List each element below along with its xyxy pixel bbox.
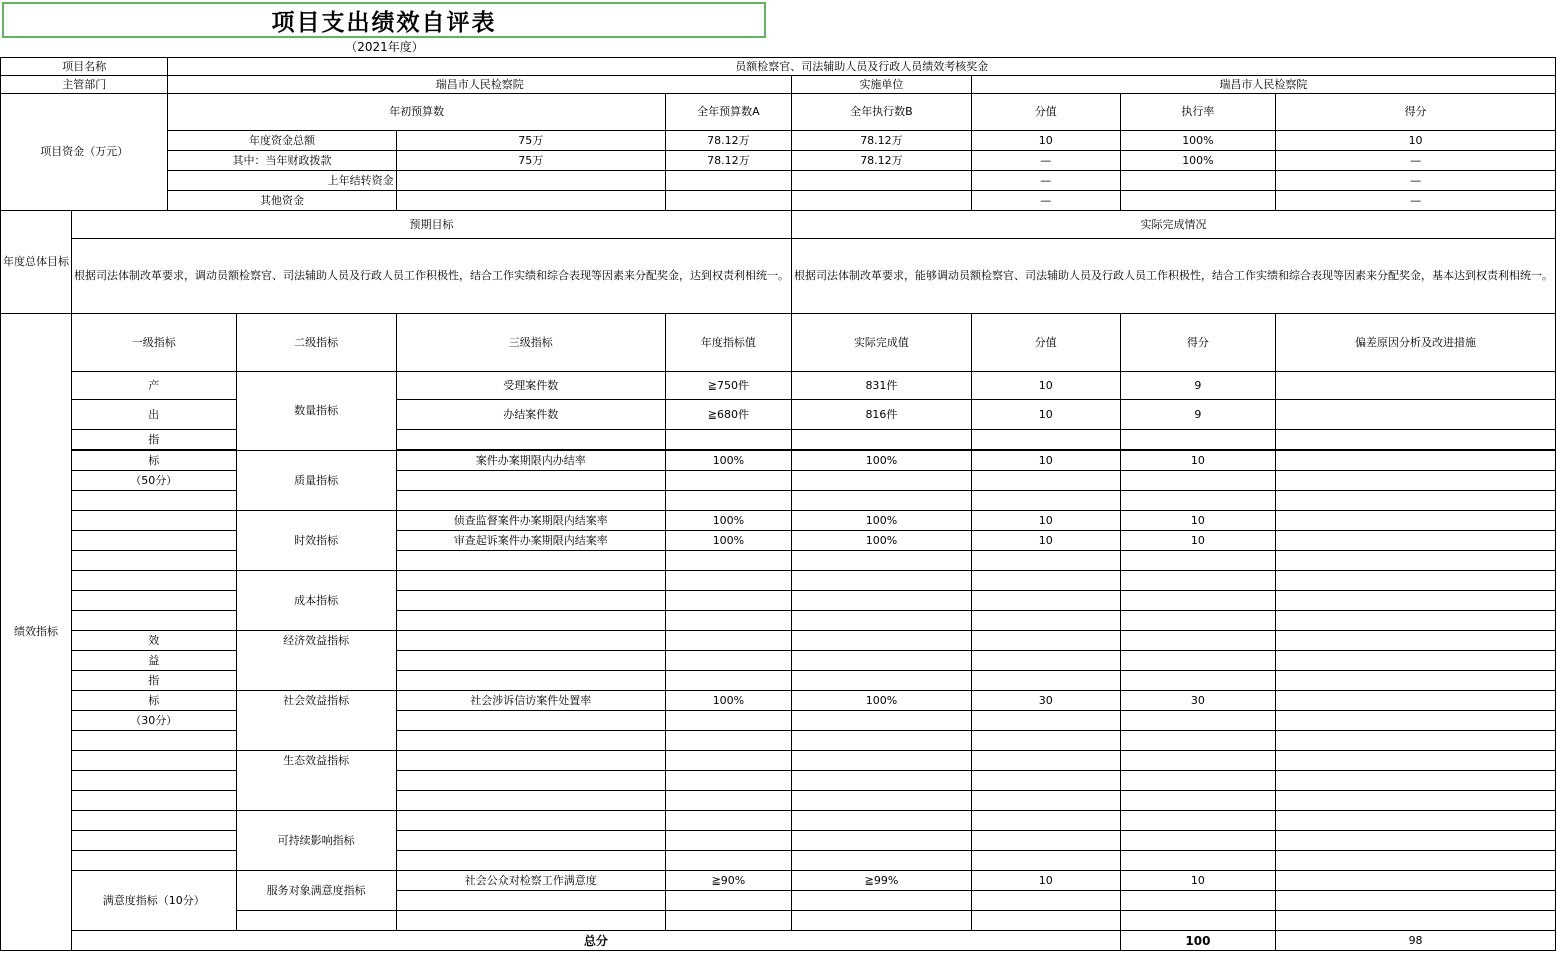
service-indicator: 服务对象满意度指标 (236, 871, 396, 911)
empty-cell (1276, 571, 1556, 591)
perf-header-level3: 三级指标 (396, 314, 665, 372)
ecological-indicator: 生态效益指标 (236, 751, 396, 811)
empty-cell (1276, 611, 1556, 631)
fund-row-name: 其中：当年财政拨款 (168, 151, 396, 171)
empty-cell (396, 471, 665, 491)
total-label: 总分 (72, 931, 1121, 951)
empty-cell (665, 651, 791, 671)
output-char: 出 (72, 400, 237, 430)
fund-row-name: 年度资金总额 (168, 131, 396, 151)
empty-cell (792, 471, 972, 491)
empty-cell (1120, 551, 1275, 571)
fund-row-rate: 100% (1120, 151, 1275, 171)
empty-cell (72, 511, 237, 531)
indicator-score: 9 (1120, 400, 1275, 430)
project-name-label: 项目名称 (1, 58, 168, 76)
empty-cell (665, 471, 791, 491)
fund-row-exec (792, 191, 972, 211)
fund-row-annual (665, 171, 791, 191)
page-title: 项目支出绩效自评表 (2, 2, 766, 38)
empty-cell (665, 751, 791, 771)
empty-cell (1276, 771, 1556, 791)
quantity-indicator: 数量指标 (236, 372, 396, 451)
empty-cell (792, 731, 972, 751)
benefit-char: 效 (72, 631, 237, 651)
empty-cell (1276, 711, 1556, 731)
empty-cell (971, 430, 1120, 450)
empty-cell (72, 751, 237, 771)
empty-cell (72, 771, 237, 791)
empty-cell (1120, 651, 1275, 671)
empty-cell (971, 591, 1120, 611)
empty-cell (1120, 831, 1275, 851)
empty-cell (971, 731, 1120, 751)
indicator-target: ≧750件 (665, 372, 791, 400)
empty-cell (971, 851, 1120, 871)
empty-cell (1276, 651, 1556, 671)
empty-cell (665, 591, 791, 611)
empty-cell (396, 811, 665, 831)
benefit-char: 指 (72, 671, 237, 691)
fund-row-annual: 78.12万 (665, 151, 791, 171)
indicator-target: ≧90% (665, 871, 791, 891)
empty-cell (396, 851, 665, 871)
empty-cell (1276, 631, 1556, 651)
expected-goal-text: 根据司法体制改革要求，调动员额检察官、司法辅助人员及行政人员工作积极性，结合工作实绩和综合表现等因素来分配奖金，达到权责利相统一。 (72, 239, 792, 314)
total-score: 98 (1276, 931, 1556, 951)
impl-label: 实施单位 (792, 76, 972, 94)
perf-header-deviation: 偏差原因分析及改进措施 (1276, 314, 1556, 372)
empty-cell (665, 731, 791, 751)
empty-cell (396, 491, 665, 511)
indicator-value: 10 (971, 871, 1120, 891)
empty-cell (1120, 611, 1275, 631)
indicator-actual: ≧99% (792, 871, 972, 891)
indicator-value: 30 (971, 691, 1120, 711)
indicator-deviation (1276, 691, 1556, 711)
dept-label: 主管部门 (1, 76, 168, 94)
empty-cell (1120, 891, 1275, 911)
perf-header-target: 年度指标值 (665, 314, 791, 372)
empty-cell (792, 571, 972, 591)
fund-row-budget: 75万 (396, 151, 665, 171)
indicator-deviation (1276, 871, 1556, 891)
empty-cell (1276, 831, 1556, 851)
empty-cell (792, 791, 972, 811)
indicator-name: 案件办案期限内办结率 (396, 451, 665, 471)
empty-cell (396, 771, 665, 791)
empty-cell (72, 831, 237, 851)
empty-cell (792, 771, 972, 791)
indicator-value: 10 (971, 531, 1120, 551)
empty-cell (971, 891, 1120, 911)
empty-cell (792, 671, 972, 691)
fund-row-value: — (971, 151, 1120, 171)
empty-cell (1120, 631, 1275, 651)
fund-row-budget: 75万 (396, 131, 665, 151)
actual-goal-text: 根据司法体制改革要求，能够调动员额检察官、司法辅助人员及行政人员工作积极性，结合工作实绩和综合表现等因素来分配奖金，基本达到权责利相统一。 (792, 239, 1556, 314)
empty-cell (72, 791, 237, 811)
actual-goal-label: 实际完成情况 (792, 211, 1556, 239)
indicator-deviation (1276, 531, 1556, 551)
empty-cell (1120, 851, 1275, 871)
fund-row-value: — (971, 191, 1120, 211)
cost-indicator: 成本指标 (236, 571, 396, 631)
indicator-target: 100% (665, 451, 791, 471)
indicator-score: 10 (1120, 451, 1275, 471)
empty-cell (396, 430, 665, 450)
empty-cell (396, 591, 665, 611)
indicator-name: 审查起诉案件办案期限内结案率 (396, 531, 665, 551)
empty-cell (72, 491, 237, 511)
empty-cell (396, 651, 665, 671)
indicator-value: 10 (971, 451, 1120, 471)
empty-cell (1276, 591, 1556, 611)
sustainability-indicator: 可持续影响指标 (236, 811, 396, 871)
empty-cell (665, 831, 791, 851)
quality-indicator: 质量指标 (236, 451, 396, 511)
empty-cell (396, 631, 665, 651)
expected-goal-label: 预期目标 (72, 211, 792, 239)
empty-cell (792, 591, 972, 611)
empty-cell (971, 771, 1120, 791)
empty-cell (72, 611, 237, 631)
empty-cell (971, 751, 1120, 771)
perf-header-level2: 二级指标 (236, 314, 396, 372)
empty-cell (665, 611, 791, 631)
fund-row-value: — (971, 171, 1120, 191)
empty-cell (396, 571, 665, 591)
empty-cell (396, 731, 665, 751)
empty-cell (1276, 811, 1556, 831)
fund-row-rate: 100% (1120, 131, 1275, 151)
indicator-name: 侦查监督案件办案期限内结案率 (396, 511, 665, 531)
empty-cell (1276, 911, 1556, 931)
output-char: 产 (72, 372, 237, 400)
empty-cell (1120, 911, 1275, 931)
benefit-char: （30分） (72, 711, 237, 731)
empty-cell (792, 711, 972, 731)
impl-value: 瑞昌市人民检察院 (971, 76, 1555, 94)
indicator-deviation (1276, 372, 1556, 400)
empty-cell (396, 791, 665, 811)
perf-header-value: 分值 (971, 314, 1120, 372)
economic-indicator: 经济效益指标 (236, 631, 396, 691)
empty-cell (1276, 791, 1556, 811)
empty-cell (396, 891, 665, 911)
empty-cell (236, 911, 396, 931)
empty-cell (792, 751, 972, 771)
fund-row-exec: 78.12万 (792, 131, 972, 151)
empty-cell (1120, 751, 1275, 771)
perf-header-score: 得分 (1120, 314, 1275, 372)
benefit-char: 标 (72, 691, 237, 711)
empty-cell (72, 851, 237, 871)
dept-value: 瑞昌市人民检察院 (168, 76, 792, 94)
fund-row-budget (396, 191, 665, 211)
fund-row-score: 10 (1276, 131, 1556, 151)
empty-cell (665, 671, 791, 691)
fund-row-name: 上年结转资金 (168, 171, 396, 191)
empty-cell (665, 851, 791, 871)
empty-cell (1120, 491, 1275, 511)
empty-cell (971, 911, 1120, 931)
empty-cell (396, 831, 665, 851)
empty-cell (792, 430, 972, 450)
empty-cell (971, 611, 1120, 631)
empty-cell (72, 811, 237, 831)
empty-cell (971, 811, 1120, 831)
total-value: 100 (1120, 931, 1275, 951)
indicator-value: 10 (971, 511, 1120, 531)
empty-cell (1276, 430, 1556, 450)
indicator-actual: 100% (792, 511, 972, 531)
indicator-score: 10 (1120, 871, 1275, 891)
benefit-char: 益 (72, 651, 237, 671)
empty-cell (665, 911, 791, 931)
fund-row-rate (1120, 171, 1275, 191)
empty-cell (792, 651, 972, 671)
fund-row-name: 其他资金 (168, 191, 396, 211)
indicator-actual: 100% (792, 451, 972, 471)
fund-row-score: — (1276, 171, 1556, 191)
empty-cell (665, 791, 791, 811)
empty-cell (665, 771, 791, 791)
indicator-score: 30 (1120, 691, 1275, 711)
empty-cell (792, 811, 972, 831)
empty-cell (396, 711, 665, 731)
fund-row-budget (396, 171, 665, 191)
empty-cell (1120, 571, 1275, 591)
empty-cell (665, 571, 791, 591)
empty-cell (1276, 471, 1556, 491)
empty-cell (792, 491, 972, 511)
empty-cell (792, 551, 972, 571)
indicator-score: 9 (1120, 372, 1275, 400)
funds-header-exec: 全年执行数B (792, 94, 972, 131)
fund-row-value: 10 (971, 131, 1120, 151)
empty-cell (792, 831, 972, 851)
fund-row-exec: 78.12万 (792, 151, 972, 171)
empty-cell (72, 591, 237, 611)
fund-row-rate (1120, 191, 1275, 211)
empty-cell (1120, 471, 1275, 491)
indicator-score: 10 (1120, 511, 1275, 531)
output-char: 标 (72, 451, 237, 471)
indicator-target: 100% (665, 531, 791, 551)
empty-cell (971, 571, 1120, 591)
goals-label: 年度总体目标 (1, 211, 72, 314)
fund-row-exec (792, 171, 972, 191)
indicator-actual: 100% (792, 531, 972, 551)
indicator-actual: 100% (792, 691, 972, 711)
empty-cell (396, 611, 665, 631)
empty-cell (1276, 551, 1556, 571)
empty-cell (665, 811, 791, 831)
empty-cell (1276, 671, 1556, 691)
evaluation-table (0, 57, 1556, 951)
perf-label: 绩效指标 (1, 314, 72, 951)
empty-cell (1120, 811, 1275, 831)
empty-cell (1120, 711, 1275, 731)
empty-cell (971, 491, 1120, 511)
empty-cell (971, 671, 1120, 691)
empty-cell (971, 711, 1120, 731)
funds-header-rate: 执行率 (1120, 94, 1275, 131)
empty-cell (72, 551, 237, 571)
funds-header-annual: 全年预算数A (665, 94, 791, 131)
empty-cell (971, 791, 1120, 811)
empty-cell (792, 891, 972, 911)
fund-row-annual (665, 191, 791, 211)
empty-cell (1276, 891, 1556, 911)
indicator-name: 社会公众对检察工作满意度 (396, 871, 665, 891)
empty-cell (72, 571, 237, 591)
output-char: 指 (72, 430, 237, 450)
empty-cell (396, 671, 665, 691)
empty-cell (1276, 851, 1556, 871)
empty-cell (792, 851, 972, 871)
indicator-actual: 816件 (792, 400, 972, 430)
satisfaction-label: 满意度指标（10分） (72, 871, 237, 931)
funds-label: 项目资金（万元） (1, 94, 168, 211)
indicator-name: 受理案件数 (396, 372, 665, 400)
empty-cell (72, 731, 237, 751)
empty-cell (1120, 731, 1275, 751)
empty-cell (1120, 430, 1275, 450)
empty-cell (971, 471, 1120, 491)
empty-cell (1120, 791, 1275, 811)
empty-cell (792, 611, 972, 631)
empty-cell (1120, 671, 1275, 691)
empty-cell (396, 551, 665, 571)
empty-cell (665, 891, 791, 911)
empty-cell (665, 491, 791, 511)
timeliness-indicator: 时效指标 (236, 511, 396, 571)
fund-row-score: — (1276, 151, 1556, 171)
social-indicator: 社会效益指标 (236, 691, 396, 751)
perf-header-level1: 一级指标 (72, 314, 237, 372)
empty-cell (665, 430, 791, 450)
indicator-name: 办结案件数 (396, 400, 665, 430)
project-name: 员额检察官、司法辅助人员及行政人员绩效考核奖金 (168, 58, 1556, 76)
empty-cell (971, 831, 1120, 851)
indicator-value: 10 (971, 372, 1120, 400)
indicator-deviation (1276, 400, 1556, 430)
indicator-actual: 831件 (792, 372, 972, 400)
indicator-target: 100% (665, 511, 791, 531)
funds-header-value: 分值 (971, 94, 1120, 131)
indicator-name: 社会涉诉信访案件处置率 (396, 691, 665, 711)
indicator-target: ≧680件 (665, 400, 791, 430)
empty-cell (971, 631, 1120, 651)
output-char: （50分） (72, 471, 237, 491)
empty-cell (792, 911, 972, 931)
empty-cell (971, 651, 1120, 671)
empty-cell (1276, 491, 1556, 511)
indicator-deviation (1276, 451, 1556, 471)
indicator-value: 10 (971, 400, 1120, 430)
empty-cell (1276, 751, 1556, 771)
empty-cell (1276, 731, 1556, 751)
empty-cell (72, 531, 237, 551)
empty-cell (665, 711, 791, 731)
funds-header-budget: 年初预算数 (168, 94, 665, 131)
indicator-target: 100% (665, 691, 791, 711)
fund-row-annual: 78.12万 (665, 131, 791, 151)
funds-header-score: 得分 (1276, 94, 1556, 131)
fiscal-year: （2021年度） (345, 40, 424, 54)
indicator-score: 10 (1120, 531, 1275, 551)
perf-header-actual: 实际完成值 (792, 314, 972, 372)
empty-cell (665, 631, 791, 651)
empty-cell (1120, 771, 1275, 791)
empty-cell (971, 551, 1120, 571)
empty-cell (396, 751, 665, 771)
fund-row-score: — (1276, 191, 1556, 211)
empty-cell (396, 911, 665, 931)
empty-cell (792, 631, 972, 651)
empty-cell (665, 551, 791, 571)
indicator-deviation (1276, 511, 1556, 531)
empty-cell (1120, 591, 1275, 611)
